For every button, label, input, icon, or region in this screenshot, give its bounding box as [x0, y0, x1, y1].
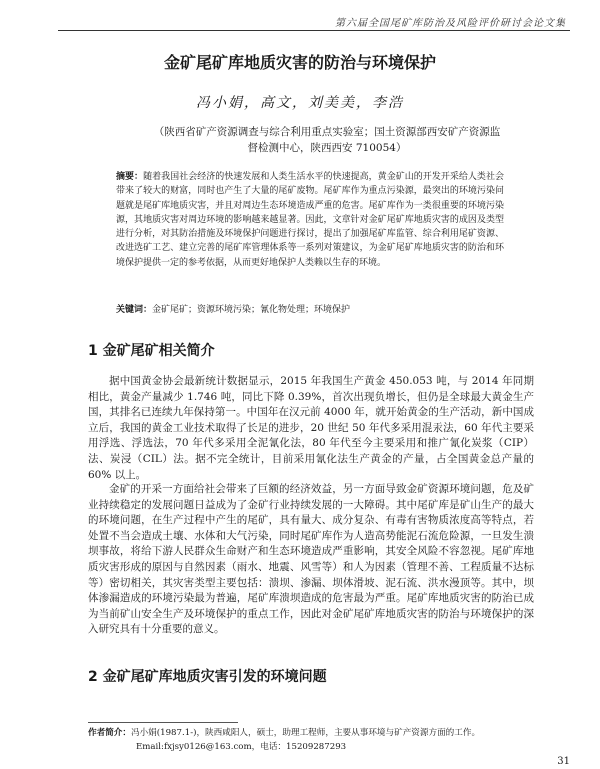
footnote-label: 作者简介： [88, 728, 131, 738]
keywords-label: 关键词： [116, 305, 153, 315]
affiliation: （陕西省矿产资源调查与综合利用重点实验室；国土资源部西安矿产资源监督检测中心，陕西西安 710054） [153, 126, 501, 154]
abstract-label: 摘要： [116, 172, 144, 182]
footnote-rule [88, 722, 238, 723]
header-rule [58, 30, 570, 31]
footnote-text: 冯小娟(1987.1-)，陕西咸阳人，硕士，助理工程师，主要从事环境与矿产资源方面的工作。 [130, 728, 481, 738]
abstract [116, 170, 504, 270]
paper-title: 金矿尾矿库地质灾害的防治与环境保护 [163, 53, 436, 72]
authors: 冯小娟，高文，刘美美，李浩 [196, 95, 404, 111]
footnote-contact: Email:fxjsy0126@163.com，电话：15209287293 [136, 742, 347, 752]
abstract-text: 随着我国社会经济的快速发展和人类生活水平的快速提高，黄金矿山的开发开采给人类社会带来了较大的财富，同时也产生了大量的尾矿废物。尾矿库作为重点污染源，最突出的环境污染问题就是尾矿库地质灾害，并且对周边生态环境造成严重的危害。尾矿库作为一类很重要的环境污染源，其地质灾害对周边环境的影响越来越显著。因此，文章针对金矿尾矿库地质灾害的成因及类型进行分析，对其防治措施及环境保护问题进行探讨，提出了加强尾矿库监管、综合利用尾矿资源、改进选矿工艺、建立完善的尾矿库管理体系等一系列对策建议，为金矿尾矿库地质灾害的防治和环境保护提供一定的参考依据，从而更好地保护人类赖以生存的环境。 [116, 172, 504, 268]
section-2-heading: 2 金矿尾矿库地质灾害引发的环境问题 [88, 669, 327, 685]
author-footnote [88, 726, 540, 754]
page-number: 31 [557, 756, 570, 767]
keywords [116, 302, 504, 315]
running-header: 第六届全国尾矿库防治及风险评价研讨会论文集 [335, 18, 566, 29]
keywords-text: 金矿尾矿；资源环境污染；氰化物处理；环境保护 [152, 305, 351, 315]
section-1-paragraph-2: 金矿的开采一方面给社会带来了巨额的经济效益，另一方面导致金矿资源环境问题，危及矿业持续稳定的发展问题日益成为了金矿行业持续发展的一大障碍。其中尾矿库是矿山生产的最大的环境问题，在生产过程中产生的尾矿，具有量大、成分复杂、有毒有害物质浓度高等特点，若处置不当会造成土壤、水体和大气污染，同时尾矿库作为人造高势能泥石流危险源，一旦发生溃坝事故，将给下游人民群众生命财产和生态环境造成严重影响，其安全风险不容忽视。尾矿库地质灾害形成的原因与自然因素（雨水、地震、风雪等）和人为因素（管理不善、工程质量不达标等）密切相关，其灾害类型主要包括：溃坝、渗漏、坝体滑坡、泥石流、洪水漫顶等。其中，坝体渗漏造成的环境污染最为普遍，尾矿库溃坝造成的危害最为严重。尾矿库地质灾害的防治已成为当前矿山安全生产及环境保护的重点工作，因此对金矿尾矿库地质灾害的防治与环境保护的深入研究具有十分重要的意义。 [88, 483, 534, 636]
section-1-paragraph-1: 据中国黄金协会最新统计数据显示，2015 年我国生产黄金 450.053 吨，与 2014 年同期相比，黄金产量减少 1.746 吨，同比下降 0.39%，首次出现负增长，但仍是全球最大黄金生产国，其排名已连续九年保持第一。中国年在汉元前 4000 年，就开始黄金的生产活动，新中国成立后，我国的黄金工业技术取得了长足的进步，20 世纪 50 年代多采用混汞法，60 年代主要采用浮选、浮选法，70 年代多采用全泥氰化法，80 年代至今主要采用和推广氰化炭浆（CIP）法、炭浸（CIL）法。据不完全统计，目前采用氰化法生产黄金的产量，占全国黄金总产量的 60% 以上。 [88, 375, 534, 481]
section-1-heading: 1 金矿尾矿相关简介 [88, 343, 215, 359]
